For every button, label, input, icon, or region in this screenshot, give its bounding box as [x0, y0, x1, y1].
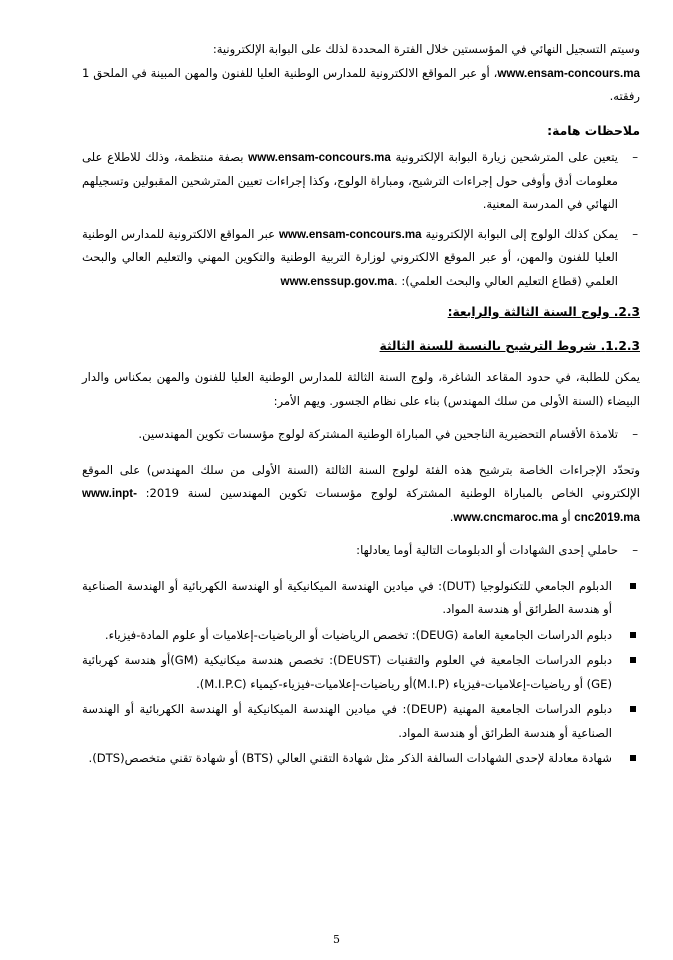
note1-before: يتعين على المترشحين زيارة البوابة الإلكترونية [395, 150, 618, 164]
intro-line1: وسيتم التسجيل النهائي في المؤسستين خلال الفترة المحددة لذلك على البوابة الإلكترونية: [212, 42, 640, 56]
list-item: دبلوم الدراسات الجامعية العامة (DEUG): تخصص الرياضيات أو الرياضيات-إعلاميات أو علوم المادة-فيزياء. [82, 624, 640, 648]
procedures-end: . [449, 509, 454, 524]
dash-marker: – [632, 226, 638, 241]
procedures-text: وتحدّد الإجراءات الخاصة بترشيح هذه الفئة لولوج السنة الثالثة (السنة الأولى من سلك المهندس) على الموقع الإلكتروني الخاص بالمباراة الوطنية المشتركة لولوج مؤسسات تكوين المهندسين لسنة 2019: [82, 462, 641, 500]
dash-marker: – [632, 427, 638, 441]
diploma-list [82, 575, 640, 771]
enssup-url-link[interactable]: www.enssup.gov.ma [280, 274, 394, 288]
bullet-square-icon [630, 632, 636, 638]
subsection-1-2-3-title: 1.2.3. شروط الترشيح بالنسبة للسنة الثالثة [379, 338, 640, 353]
intro-paragraph [82, 38, 640, 109]
bullet-square-icon [630, 755, 636, 761]
bullet-square-icon [630, 706, 636, 712]
document-page [82, 38, 640, 773]
note1-after: بصفة منتظمة، وذلك للاطلاع على معلومات أدق وأوفى حول إجراءات الترشيح، ومباراة الولوج، وكذا إجراءات تعيين المترشحين المقبولين وتسجيلهم النهائي في المدرسة المعنية. [82, 150, 618, 211]
note2-before: يمكن كذلك الولوج إلى البوابة الإلكترونية [425, 226, 619, 241]
bullet-square-icon [630, 583, 636, 589]
cnc-url-link[interactable]: www.inpt-cnc2019.ma [82, 487, 640, 524]
dash-marker: – [632, 150, 638, 164]
bridge-paragraph: يمكن للطلبة، في حدود المقاعد الشاغرة، ولوج السنة الثالثة للمدارس الوطنية العليا للفنون والمهن بمكناس والدار البيضاء (السنة الأولى من سلك المهندس) بناء على نظام الجسور. ويهم الأمر: [82, 370, 640, 408]
prep-classes-text: تلامذة الأقسام التحضيرية الناجحين في المباراة الوطنية المشتركة لولوج مؤسسات تكوين المهندسين. [138, 427, 618, 441]
note2-url-link[interactable]: www.ensam-concours.ma [278, 227, 422, 241]
bullet-square-icon [630, 657, 636, 663]
note2-end: . [393, 273, 398, 288]
list-item: الدبلوم الجامعي للتكنولوجيا (DUT): في ميادين الهندسة الميكانيكية أو الهندسة الكهربائية أو الهندسة الصناعية أو هندسة الطرائق أو هندسة المواد. [82, 575, 640, 622]
intro-url-link[interactable]: www.ensam-concours.ma [497, 66, 640, 80]
note-item-visit-portal [82, 146, 640, 217]
intro-line2: ، أو عبر المواقع الالكترونية للمدارس الوطنية العليا للفنون والمهن المبينة في الملحق 1 رفقته. [82, 65, 640, 103]
section-2-3-title: 2.3. ولوج السنة الثالثة والرابعة: [447, 305, 640, 319]
cncmaroc-url-link[interactable]: www.cncmaroc.ma [453, 510, 559, 524]
list-item: دبلوم الدراسات الجامعية المهنية (DEUP): في ميادين الهندسة الميكانيكية أو الهندسة الكهربائية أو الهندسة الصناعية أو هندسة الطرائق أو هندسة المواد. [82, 698, 640, 745]
list-item: دبلوم الدراسات الجامعية في العلوم والتقنيات (DEUST): تخصص هندسة ميكانيكية (GM)أو هندسة كهربائية (GE) أو رياضيات-إعلاميات-فيزياء (M.I.P)أو رياضيات-إعلاميات-فيزياء-كيمياء (M.I.P.C). [82, 649, 640, 696]
list-item: شهادة معادلة لإحدى الشهادات السالفة الذكر مثل شهادة التقني العالي (BTS) أو شهادة تقني متخصص(DTS). [82, 747, 640, 771]
dash-marker: – [632, 543, 638, 557]
note2-after: عبر المواقع الالكترونية للمدارس الوطنية العليا للفنون والمهن، أو عبر الموقع الالكتروني لوزارة التربية الوطنية والتكوين المهني والتعليم العالي والبحث العلمي (قطاع التعليم العالي والبحث العلمي): [82, 226, 618, 288]
notes-heading: ملاحظات هامة: [547, 122, 640, 138]
prep-classes-item [82, 423, 640, 447]
page-number: 5 [333, 933, 340, 946]
note1-url-link[interactable]: www.ensam-concours.ma [248, 151, 391, 164]
procedures-paragraph [82, 459, 640, 530]
or-text: أو [561, 509, 571, 524]
note-item-access-portal [82, 223, 640, 294]
diploma-holders-text: حاملي إحدى الشهادات أو الدبلومات التالية أوما يعادلها: [356, 543, 618, 557]
diploma-holders-item [82, 539, 640, 563]
